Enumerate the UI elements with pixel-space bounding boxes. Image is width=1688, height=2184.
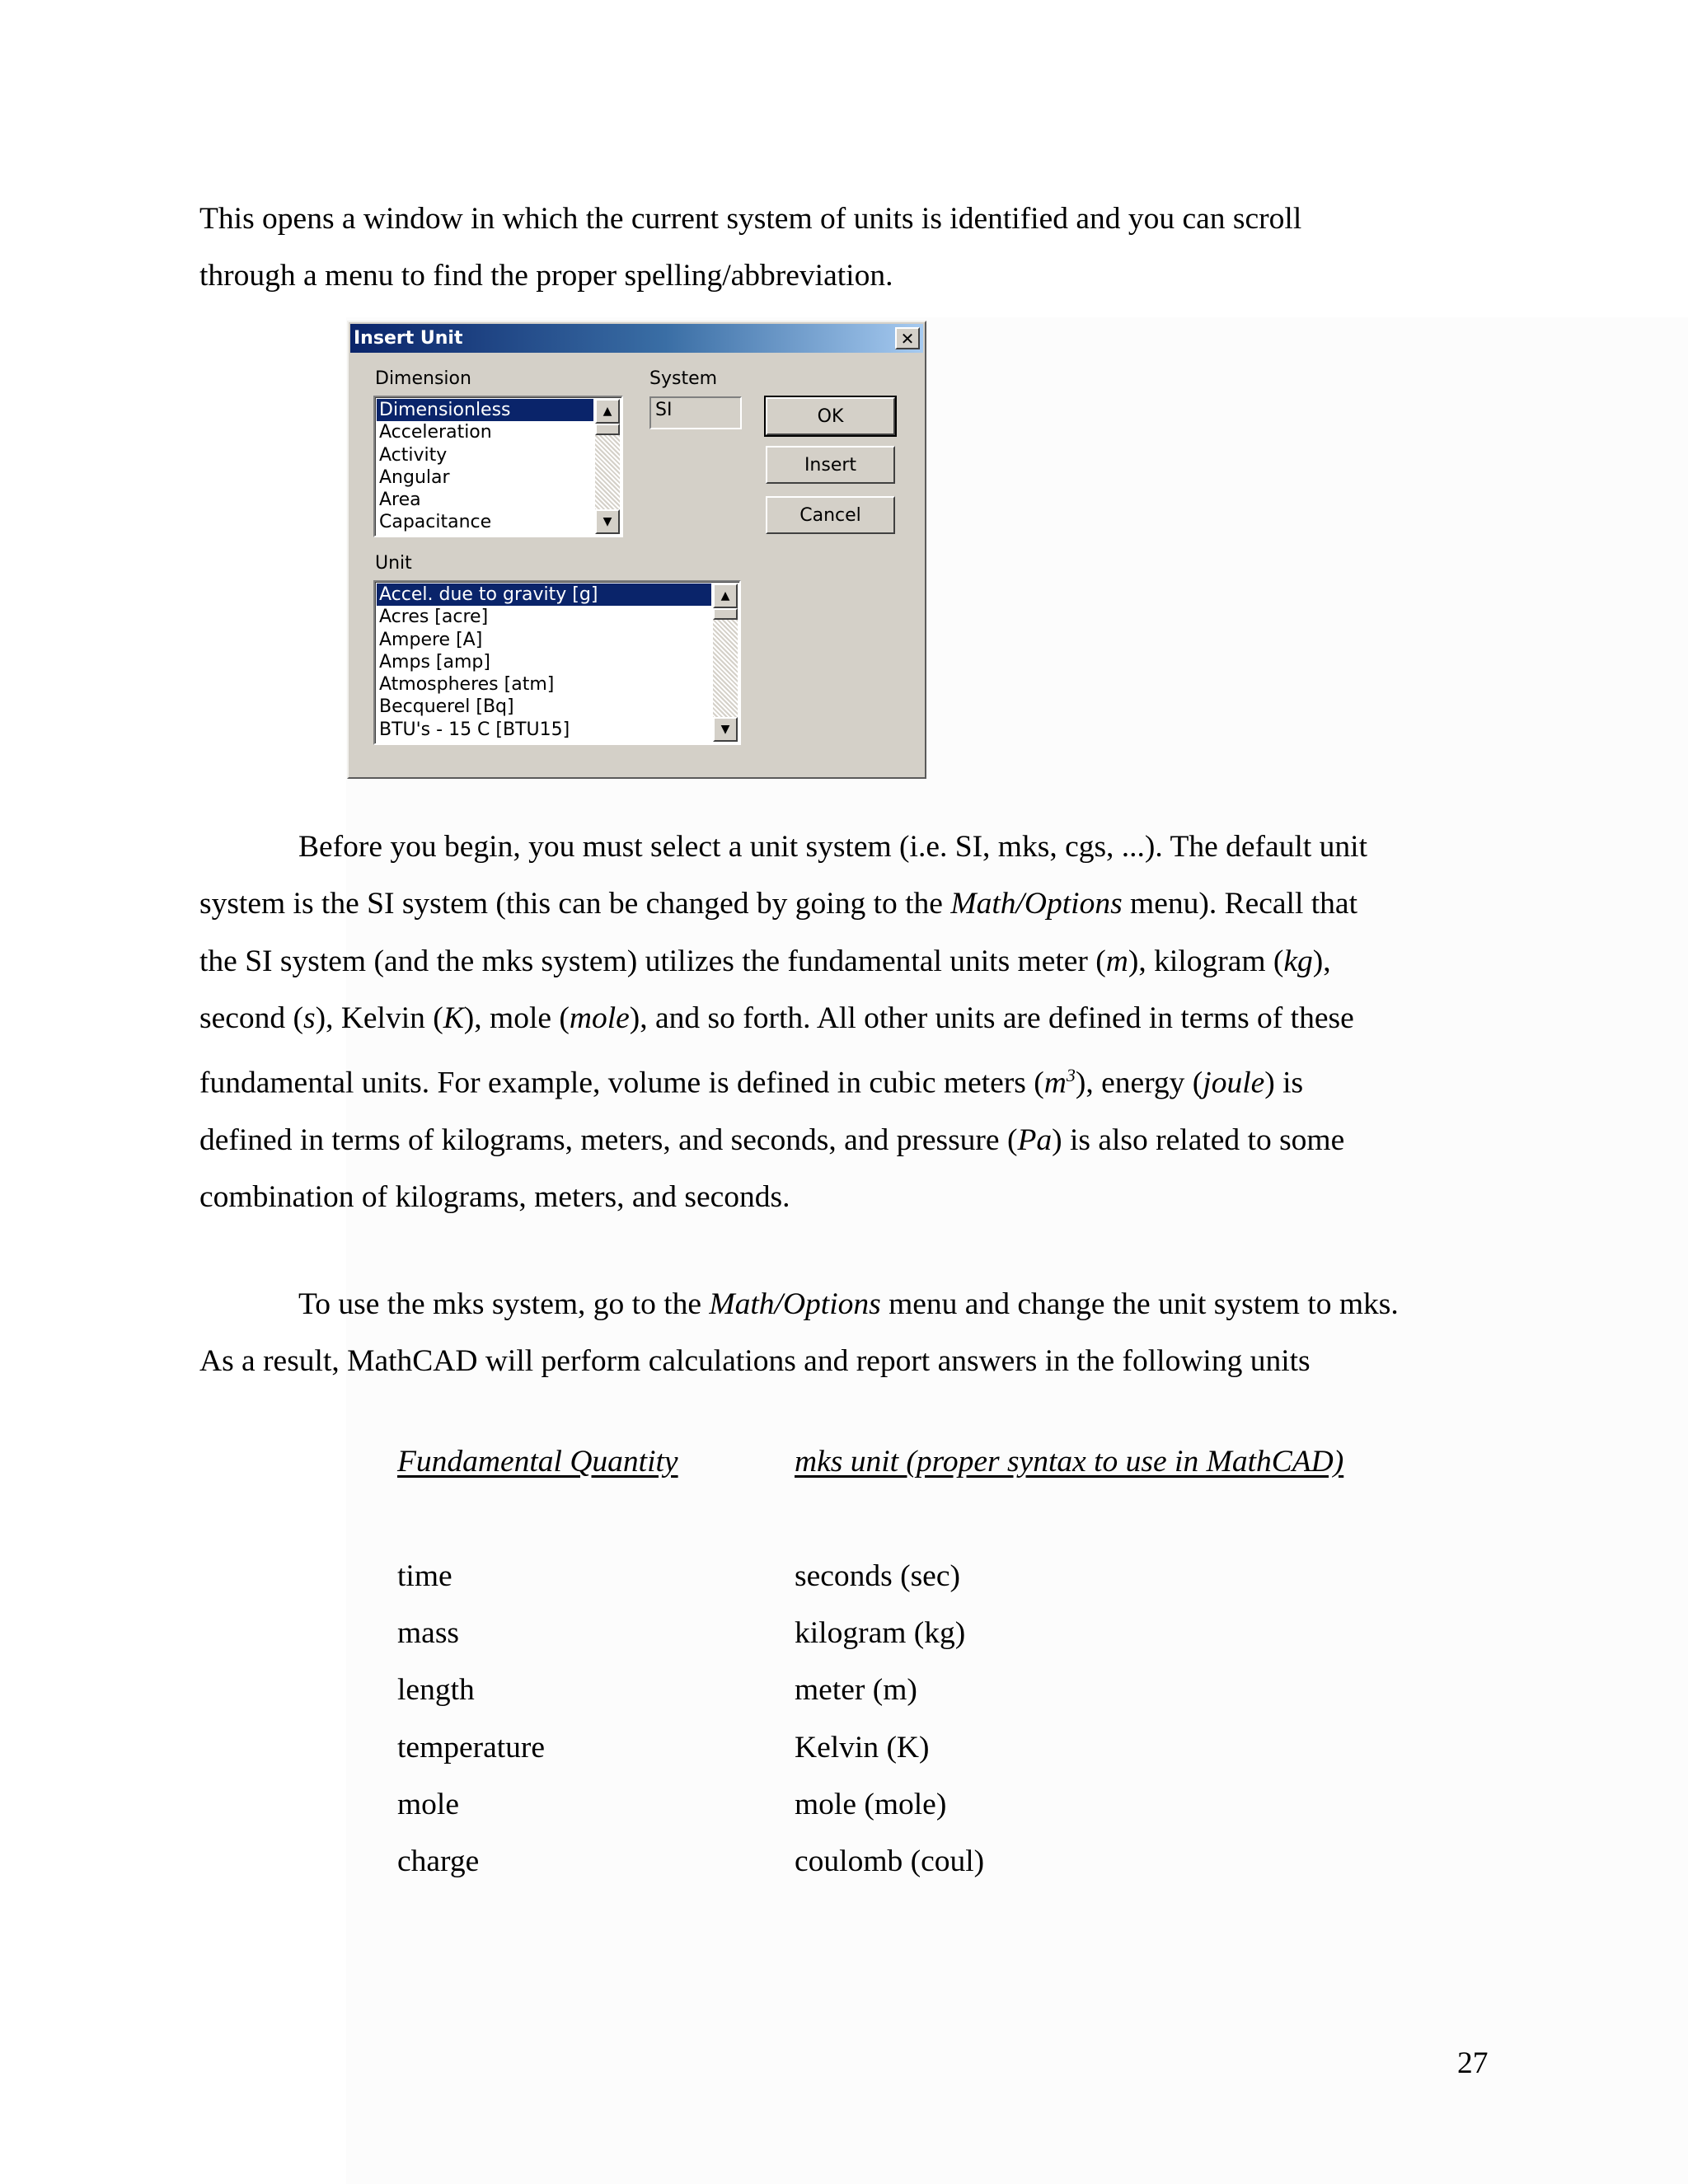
ok-button[interactable] — [766, 397, 895, 435]
header-unit: mks unit (proper syntax to use in MathCAD) — [795, 1445, 1344, 1479]
header-quantity: Fundamental Quantity — [397, 1445, 678, 1479]
close-icon: ✕ — [900, 328, 915, 349]
dimension-scrollbar[interactable] — [595, 399, 620, 534]
dimension-list-item-selected[interactable]: Dimensionless — [377, 399, 593, 421]
unit-list-items — [377, 583, 711, 741]
unit-symbol: m — [1105, 944, 1128, 978]
text-span: menu and change the unit system to mks. — [880, 1287, 1399, 1321]
arrow-up-icon: ▲ — [603, 405, 612, 418]
arrow-up-icon: ▲ — [720, 589, 730, 602]
dimension-list-item[interactable]: Activity — [379, 444, 448, 466]
system-label: System — [649, 368, 718, 389]
unit-symbol: K — [443, 1001, 464, 1035]
cancel-button[interactable] — [766, 496, 895, 534]
dimension-list-item[interactable]: Angular — [379, 466, 450, 488]
unit-symbol: s — [303, 1001, 316, 1035]
unit-cell: coulomb (coul) — [795, 1844, 985, 1878]
unit-symbol: mole — [569, 1001, 630, 1035]
dimension-listbox[interactable] — [373, 396, 623, 537]
text-line — [199, 1047, 1551, 1112]
text-line: through a menu to find the proper spelling/abbreviation. — [199, 259, 893, 293]
text-span: ), — [1312, 944, 1331, 978]
unit-system-paragraph — [199, 818, 1551, 1226]
dialog-titlebar[interactable] — [350, 324, 923, 353]
page-number: 27 — [1457, 2046, 1489, 2080]
text-line — [199, 1276, 1551, 1333]
text-line — [199, 875, 1551, 932]
text-line: This opens a window in which the current system of units is identified and you can scroll — [199, 202, 1302, 236]
text-span: second ( — [199, 1001, 303, 1035]
insert-button[interactable] — [766, 446, 895, 484]
text-span: To use the mks system, go to the — [298, 1287, 710, 1321]
text-line — [199, 1112, 1551, 1169]
unit-cell: seconds (sec) — [795, 1559, 960, 1593]
quantity-cell: charge — [397, 1844, 480, 1878]
text-span: ) is also related to some — [1052, 1122, 1345, 1157]
quantity-cell: time — [397, 1559, 452, 1593]
text-span: ), and so forth. All other units are defined in terms of these — [629, 1001, 1354, 1035]
unit-symbol: Pa — [1017, 1122, 1053, 1157]
system-field — [649, 396, 742, 429]
scroll-up-button[interactable] — [713, 583, 738, 608]
menu-reference: Math/Options — [709, 1287, 881, 1321]
text-span: ), kilogram ( — [1128, 944, 1284, 978]
exponent: 3 — [1066, 1065, 1076, 1086]
arrow-down-icon: ▼ — [603, 515, 612, 528]
unit-list-item[interactable]: Amps [amp] — [379, 651, 490, 673]
text-span: defined in terms of kilograms, meters, and seconds, and pressure ( — [199, 1122, 1018, 1157]
text-line: As a result, MathCAD will perform calculations and report answers in the following units — [199, 1344, 1311, 1379]
dimension-list-item[interactable]: Capacitance — [379, 512, 492, 533]
unit-list-item[interactable]: Atmospheres [atm] — [379, 674, 555, 696]
cancel-button-label: Cancel — [799, 504, 861, 526]
quantity-cell: mass — [397, 1616, 459, 1650]
text-line — [199, 933, 1551, 990]
text-span: the SI system (and the mks system) utilizes the fundamental units meter ( — [199, 944, 1106, 978]
quantity-cell: temperature — [397, 1731, 546, 1765]
unit-list-item[interactable]: BTU's - 15 C [BTU15] — [379, 719, 570, 740]
quantity-cell: mole — [397, 1788, 459, 1821]
unit-symbol: joule — [1203, 1066, 1265, 1100]
text-line — [199, 990, 1551, 1047]
text-span: ) is — [1264, 1066, 1304, 1100]
unit-list-item-selected[interactable]: Accel. due to gravity [g] — [377, 583, 711, 606]
scroll-down-button[interactable] — [713, 717, 738, 742]
unit-cell: Kelvin (K) — [795, 1731, 930, 1765]
unit-cell: kilogram (kg) — [795, 1616, 966, 1650]
unit-symbol: kg — [1283, 944, 1313, 978]
dialog-title: Insert Unit — [354, 328, 463, 349]
mks-paragraph — [199, 1276, 1551, 1390]
dimension-list-items — [377, 399, 593, 534]
dimension-label: Dimension — [375, 368, 471, 389]
dimension-list-item[interactable]: Area — [379, 490, 421, 511]
dimension-list-item[interactable]: Acceleration — [379, 422, 492, 443]
unit-symbol: m — [1043, 1066, 1067, 1100]
system-value: SI — [655, 400, 673, 420]
text-span: menu). Recall that — [1122, 887, 1357, 921]
unit-list-item[interactable]: Ampere [A] — [379, 629, 483, 650]
text-span: ), Kelvin ( — [315, 1001, 443, 1035]
intro-paragraph — [199, 190, 1551, 305]
unit-scrollbar[interactable] — [713, 583, 738, 742]
scroll-thumb[interactable] — [713, 608, 738, 620]
scroll-down-button[interactable] — [595, 509, 620, 534]
text-line: combination of kilograms, meters, and seconds. — [199, 1180, 790, 1215]
insert-button-label: Insert — [804, 454, 857, 476]
unit-label: Unit — [375, 553, 412, 574]
arrow-down-icon: ▼ — [720, 723, 730, 736]
scroll-up-button[interactable] — [595, 399, 620, 424]
text-span: system is the SI system (this can be changed by going to the — [199, 887, 951, 921]
unit-list-item[interactable]: Acres [acre] — [379, 607, 489, 628]
ok-button-label: OK — [817, 405, 844, 427]
text-line: Before you begin, you must select a unit system (i.e. SI, mks, cgs, ...). The default unit — [298, 830, 1367, 864]
unit-list-item[interactable]: Becquerel [Bq] — [379, 696, 514, 718]
close-button[interactable] — [895, 327, 920, 349]
text-span: ), energy ( — [1075, 1066, 1203, 1100]
menu-reference: Math/Options — [950, 887, 1123, 921]
scroll-thumb[interactable] — [595, 424, 620, 435]
unit-listbox[interactable] — [373, 580, 741, 745]
text-span: ), mole ( — [463, 1001, 570, 1035]
text-span: fundamental units. For example, volume is defined in cubic meters ( — [199, 1066, 1044, 1100]
unit-cell: meter (m) — [795, 1673, 917, 1707]
quantity-cell: length — [397, 1673, 475, 1707]
insert-unit-dialog — [347, 321, 926, 779]
unit-cell: mole (mole) — [795, 1788, 947, 1821]
